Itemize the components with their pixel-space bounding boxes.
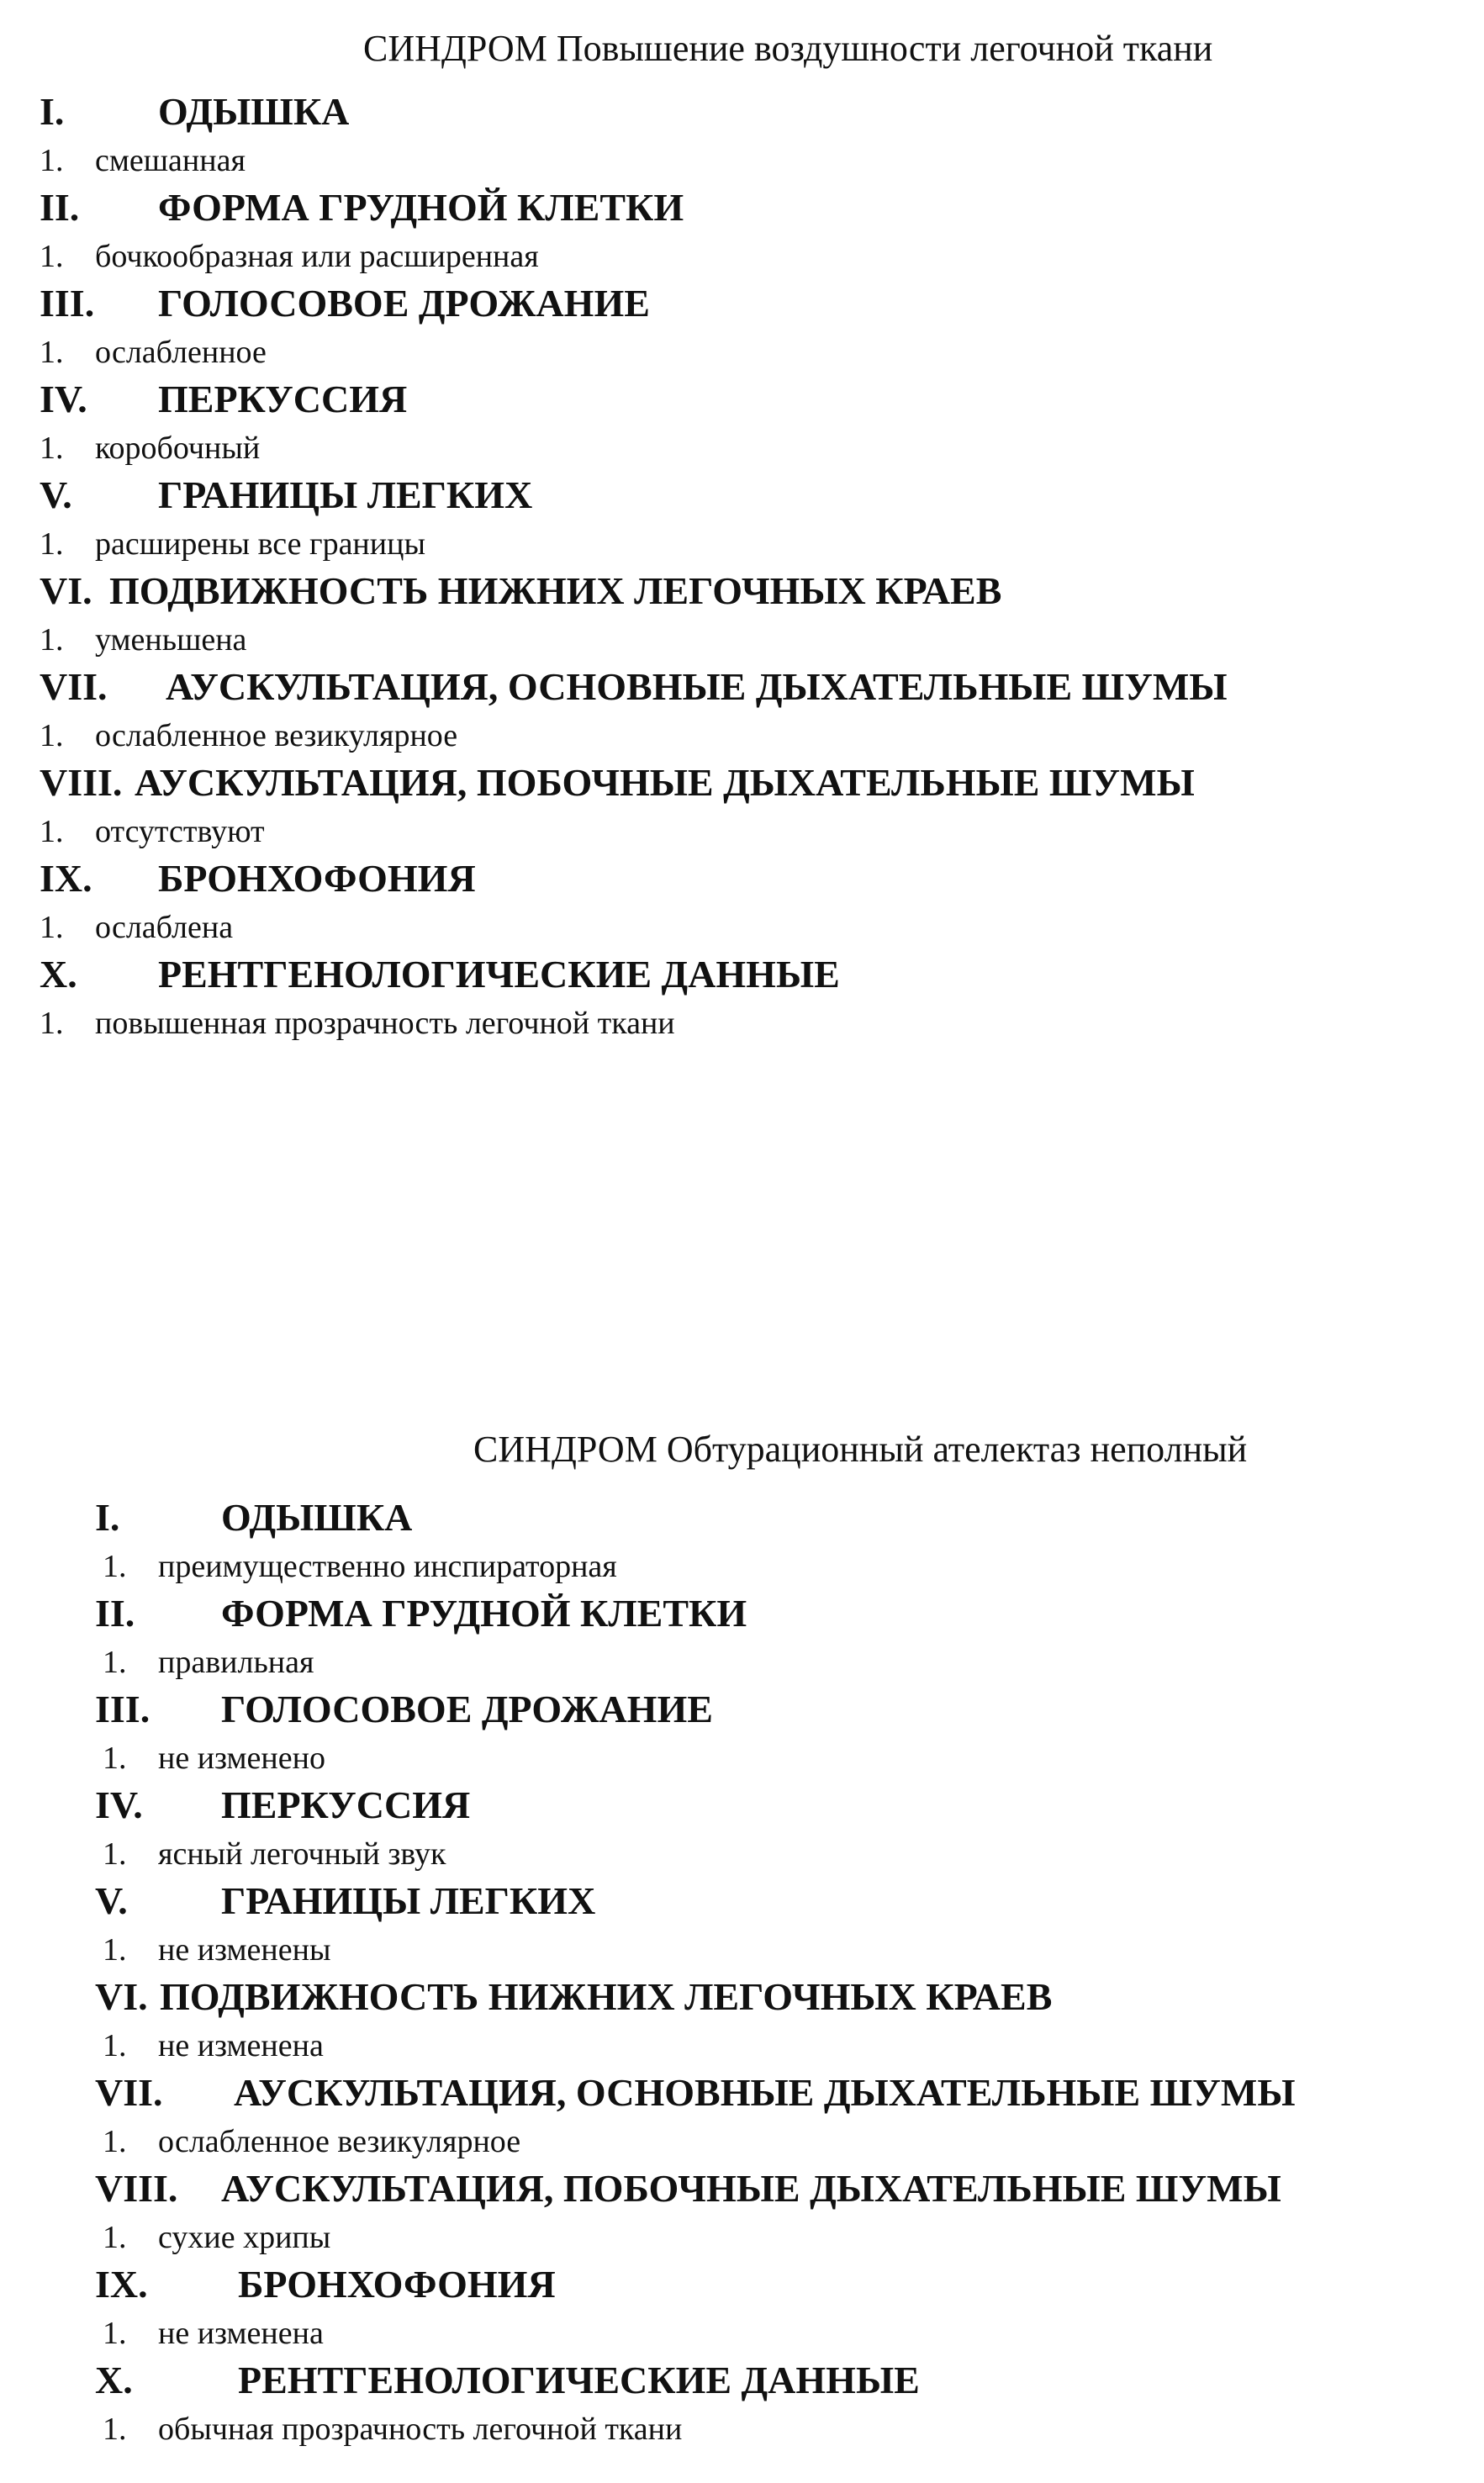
section-heading: ОДЫШКА (221, 1496, 413, 1539)
section-numeral: X. (40, 953, 77, 996)
item-number: 1. (103, 1932, 127, 1968)
item-text: ослабленное (95, 335, 267, 370)
section-heading: ОДЫШКА (158, 90, 350, 133)
item-number: 1. (103, 2316, 127, 2351)
section-heading: ГРАНИЦЫ ЛЕГКИХ (158, 473, 533, 516)
section-heading: ФОРМА ГРУДНОЙ КЛЕТКИ (221, 1592, 747, 1635)
section-numeral: VI. (40, 569, 92, 612)
item-number: 1. (103, 2028, 127, 2063)
section-heading: АУСКУЛЬТАЦИЯ, ПОБОЧНЫЕ ДЫХАТЕЛЬНЫЕ ШУМЫ (221, 2167, 1281, 2210)
section-numeral: V. (40, 473, 72, 516)
item-number: 1. (40, 526, 64, 562)
item-text: преимущественно инспираторная (158, 1549, 617, 1584)
section-heading: БРОНХОФОНИЯ (158, 857, 476, 900)
item-text: не изменена (158, 2028, 324, 2063)
item-number: 1. (40, 1006, 64, 1041)
item-text: ослаблена (95, 910, 234, 945)
item-number: 1. (40, 910, 64, 945)
syndrome-title: СИНДРОМ Повышение воздушности легочной ткани (363, 28, 1213, 69)
item-number: 1. (103, 1549, 127, 1584)
section-heading: ФОРМА ГРУДНОЙ КЛЕТКИ (158, 186, 684, 229)
item-text: сухие хрипы (158, 2220, 331, 2255)
item-text: повышенная прозрачность легочной ткани (95, 1006, 675, 1041)
section-numeral: VI. (95, 1975, 148, 2018)
section-numeral: V. (95, 1879, 128, 1922)
section-numeral: III. (40, 282, 95, 325)
section-numeral: IV. (40, 378, 87, 420)
section-heading: АУСКУЛЬТАЦИЯ, ОСНОВНЫЕ ДЫХАТЕЛЬНЫЕ ШУМЫ (166, 665, 1228, 708)
item-text: расширены все границы (95, 526, 425, 562)
section-heading: ПОДВИЖНОСТЬ НИЖНИХ ЛЕГОЧНЫХ КРАЕВ (109, 569, 1002, 612)
item-text: не изменено (158, 1741, 325, 1776)
item-number: 1. (40, 622, 64, 658)
section-heading: БРОНХОФОНИЯ (238, 2263, 556, 2306)
item-text: уменьшена (95, 622, 247, 658)
section-numeral: I. (40, 90, 65, 133)
section-heading: ПОДВИЖНОСТЬ НИЖНИХ ЛЕГОЧНЫХ КРАЕВ (160, 1975, 1053, 2018)
section-numeral: VII. (40, 665, 108, 708)
section-numeral: I. (95, 1496, 120, 1539)
item-text: бочкообразная или расширенная (95, 239, 539, 274)
item-number: 1. (103, 1741, 127, 1776)
item-number: 1. (40, 335, 64, 370)
item-text: смешанная (95, 143, 246, 178)
section-heading: АУСКУЛЬТАЦИЯ, ПОБОЧНЫЕ ДЫХАТЕЛЬНЫЕ ШУМЫ (135, 761, 1195, 804)
section-heading: ПЕРКУССИЯ (158, 378, 408, 420)
section-numeral: VIII. (40, 761, 123, 804)
item-number: 1. (40, 718, 64, 753)
section-heading: ПЕРКУССИЯ (221, 1783, 471, 1826)
section-heading: АУСКУЛЬТАЦИЯ, ОСНОВНЫЕ ДЫХАТЕЛЬНЫЕ ШУМЫ (234, 2071, 1296, 2114)
item-number: 1. (40, 814, 64, 849)
section-numeral: II. (95, 1592, 135, 1635)
syndrome-title: СИНДРОМ Обтурационный ателектаз неполный (473, 1429, 1248, 1470)
section-heading: РЕНТГЕНОЛОГИЧЕСКИЕ ДАННЫЕ (238, 2359, 920, 2401)
item-text: коробочный (95, 431, 261, 466)
item-text: отсутствуют (95, 814, 265, 849)
section-numeral: VIII. (95, 2167, 178, 2210)
item-text: обычная прозрачность легочной ткани (158, 2412, 683, 2447)
section-numeral: VII. (95, 2071, 163, 2114)
item-text: ясный легочный звук (158, 1836, 446, 1872)
item-number: 1. (103, 2412, 127, 2447)
section-numeral: IV. (95, 1783, 143, 1826)
item-number: 1. (103, 1645, 127, 1680)
item-number: 1. (103, 2220, 127, 2255)
section-numeral: III. (95, 1688, 151, 1730)
item-text: не изменена (158, 2316, 324, 2351)
item-text: ослабленное везикулярное (158, 2124, 521, 2159)
item-text: не изменены (158, 1932, 331, 1968)
section-numeral: IX. (40, 857, 92, 900)
item-text: ослабленное везикулярное (95, 718, 458, 753)
item-number: 1. (40, 143, 64, 178)
section-heading: ГРАНИЦЫ ЛЕГКИХ (221, 1879, 596, 1922)
section-numeral: II. (40, 186, 80, 229)
item-number: 1. (40, 431, 64, 466)
item-number: 1. (103, 1836, 127, 1872)
section-heading: РЕНТГЕНОЛОГИЧЕСКИЕ ДАННЫЕ (158, 953, 840, 996)
item-number: 1. (40, 239, 64, 274)
item-text: правильная (158, 1645, 314, 1680)
section-heading: ГОЛОСОВОЕ ДРОЖАНИЕ (158, 282, 650, 325)
section-numeral: X. (95, 2359, 133, 2401)
item-number: 1. (103, 2124, 127, 2159)
section-numeral: IX. (95, 2263, 148, 2306)
section-heading: ГОЛОСОВОЕ ДРОЖАНИЕ (221, 1688, 713, 1730)
